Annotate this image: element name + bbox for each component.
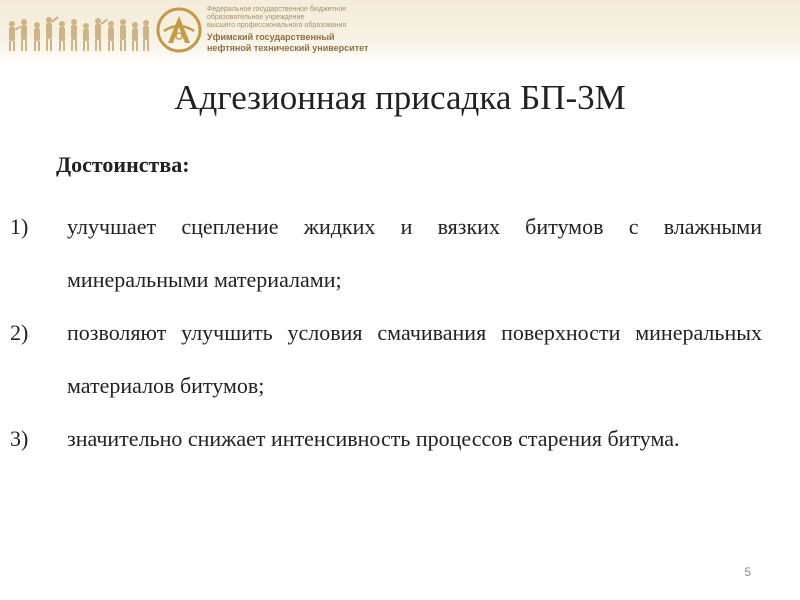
list-item xyxy=(10,306,762,412)
advantages-heading: Достоинства: xyxy=(56,152,190,177)
list-item-number: 3) xyxy=(10,426,29,451)
ugntu-emblem-icon xyxy=(156,7,202,53)
list-item xyxy=(10,200,762,306)
org-line-1: Федеральное государственное бюджетное xyxy=(207,6,347,13)
org-line-2: образовательное учреждение xyxy=(207,14,305,21)
advantages-list xyxy=(10,200,762,465)
university-name-line-2: нефтяной технический университет xyxy=(207,43,369,53)
page-number: 5 xyxy=(744,565,751,579)
list-item-text: позволяют улучшить условия смачивания поверхности минеральных материалов битумов; xyxy=(67,320,762,398)
list-item-number: 2) xyxy=(10,320,29,345)
university-name-line-1: Уфимский государственный xyxy=(207,32,335,42)
org-line-3: высшего профессионального образования xyxy=(207,22,347,29)
list-item-text: значительно снижает интенсивность процессов старения битума. xyxy=(67,426,680,451)
list-item-text: улучшает сцепление жидких и вязких битумов с влажными минеральными материалами; xyxy=(67,214,762,292)
list-item-number: 1) xyxy=(10,214,29,239)
slide-title: Адгезионная присадка БП-3М xyxy=(174,78,626,117)
university-name-block xyxy=(207,6,567,54)
people-silhouettes-icon xyxy=(4,12,152,54)
list-item xyxy=(10,412,762,465)
header-band xyxy=(0,0,800,62)
